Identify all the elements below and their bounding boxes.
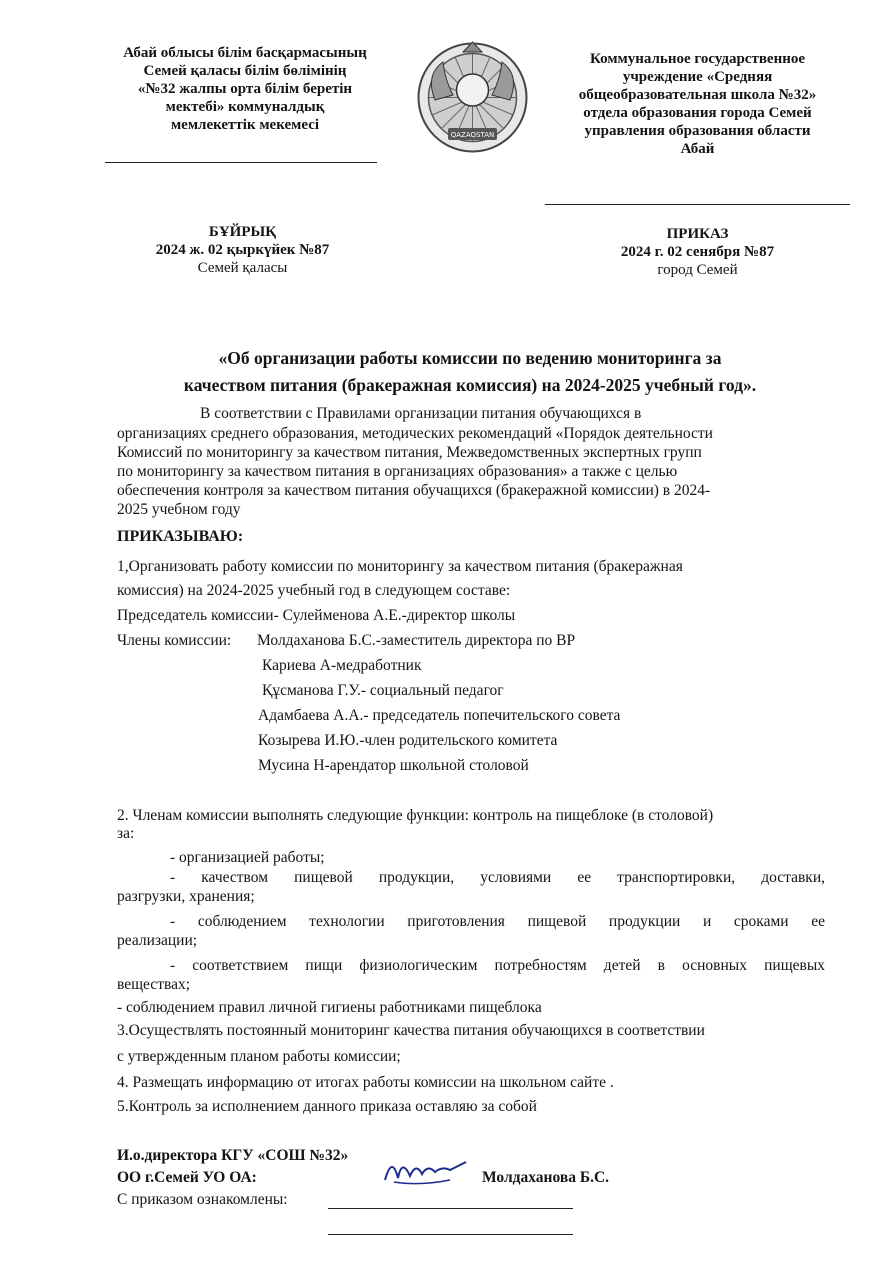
header-kz-line: Семей қаласы білім бөлімінің [143, 63, 347, 79]
function-line: - качеством пищевой продукции, условиями ее транспортировки, доставки, [170, 869, 825, 886]
signer-position-line: И.о.директора КГУ «СОШ №32» [117, 1147, 349, 1164]
order-kz-block [120, 223, 365, 277]
intro-line: обеспечения контроля за качеством питания обучащихся (бракеражной комиссии) в 2024- [117, 482, 711, 499]
header-ru-org [545, 50, 850, 158]
p5-line: 5.Контроль за исполнением данного приказа оставляю за собой [117, 1098, 537, 1115]
order-ru-title: ПРИКАЗ [666, 226, 729, 242]
member-line: Козырева И.Ю.-член родительского комитета [258, 732, 558, 749]
header-ru-line: Абай [680, 141, 715, 157]
chair-line: Председатель комиссии- Сулейменова А.Е.-директор школы [117, 607, 516, 624]
function-line: - соответствием пищи физиологическим потребностям детей в основных пищевых [170, 957, 825, 974]
p2-line: за: [117, 825, 135, 842]
acquainted-rule [328, 1208, 573, 1209]
acquainted-label: С приказом ознакомлены: [117, 1191, 288, 1208]
header-ru-line: Коммунальное государственное [589, 51, 806, 67]
header-kz-line: мемлекеттік мекемесі [170, 117, 320, 133]
order-kz-date: 2024 ж. 02 қыркүйек №87 [155, 242, 330, 258]
function-line: - организацией работы; [170, 849, 325, 866]
emblem-text: QAZAQSTAN [450, 131, 495, 139]
order-word: ПРИКАЗЫВАЮ: [117, 528, 244, 545]
header-right-rule [545, 204, 850, 205]
intro-line: Комиссий по мониторингу за качеством питания, Межведомственных экспертных групп [117, 444, 702, 461]
p1-line: комиссия) на 2024-2025 учебный год в следующем составе: [117, 582, 511, 599]
function-line: - соблюдением правил личной гигиены работниками пищеблока [117, 999, 542, 1016]
p1-line: 1,Организовать работу комиссии по мониторингу за качеством питания (бракеражная [117, 558, 683, 575]
header-kz-line: мектебі» коммуналдық [165, 99, 325, 115]
member-line: Молдаханова Б.С.-заместитель директора по ВР [257, 632, 576, 649]
header-kz-line: Абай облысы білім басқармасының [123, 45, 367, 61]
intro-line: 2025 учебном году [117, 501, 241, 518]
header-ru-line: общеобразовательная школа №32» [578, 87, 817, 103]
order-ru-city: город Семей [657, 262, 738, 278]
function-line: разгрузки, хранения; [117, 888, 255, 905]
order-kz-city: Семей қаласы [197, 260, 288, 276]
order-ru-date: 2024 г. 02 сенября №87 [620, 244, 775, 260]
signer-position-line: ОО г.Семей УО ОА: [117, 1169, 257, 1186]
function-line: реализации; [117, 932, 198, 949]
header-left-rule [105, 162, 377, 163]
handwritten-signature-icon [380, 1150, 470, 1190]
members-label: Члены комиссии: [117, 632, 232, 649]
p2-line: 2. Членам комиссии выполнять следующие функции: контроль на пищеблоке (в столовой) [117, 807, 714, 824]
state-emblem-icon [415, 40, 530, 155]
member-line: Құсманова Г.У.- социальный педагог [262, 682, 504, 699]
signer-name: Молдаханова Б.С. [482, 1169, 610, 1186]
header-ru-line: отдела образования города Семей [583, 105, 812, 121]
order-kz-title: БҰЙРЫҚ [208, 224, 277, 240]
p3-line: 3.Осуществлять постоянный мониторинг качества питания обучающихся в соответствии [117, 1022, 705, 1039]
header-ru-line: учреждение «Средняя [622, 69, 773, 85]
member-line: Мусина Н-арендатор школьной столовой [258, 757, 529, 774]
document-title-line: качеством питания (бракеражная комиссия) на 2024-2025 учебный год». [183, 375, 757, 395]
intro-line: В соответствии с Правилами организации питания обучающихся в [200, 405, 642, 422]
order-ru-block [575, 225, 820, 279]
header-kz-line: «№32 жалпы орта білім беретін [137, 81, 353, 97]
document-title-line: «Об организации работы комиссии по ведению мониторинга за [218, 348, 722, 368]
header-kz-org [95, 44, 395, 134]
header-ru-line: управления образования области [584, 123, 811, 139]
p4-line: 4. Размещать информацию от итогах работы комиссии на школьном сайте . [117, 1074, 614, 1091]
intro-line: по мониторингу за качеством питания в организациях образования» а также с целью [117, 463, 678, 480]
member-line: Адамбаева А.А.- председатель попечительского совета [258, 707, 621, 724]
member-line: Кариева А-медработник [262, 657, 422, 674]
acquainted-rule-2 [328, 1234, 573, 1235]
document-title [110, 345, 830, 399]
function-line: веществах; [117, 976, 191, 993]
function-line: - соблюдением технологии приготовления пищевой продукции и сроками ее [170, 913, 825, 930]
intro-line: организациях среднего образования, методических рекомендаций «Порядок деятельности [117, 425, 713, 442]
p3-line: с утвержденным планом работы комиссии; [117, 1048, 401, 1065]
